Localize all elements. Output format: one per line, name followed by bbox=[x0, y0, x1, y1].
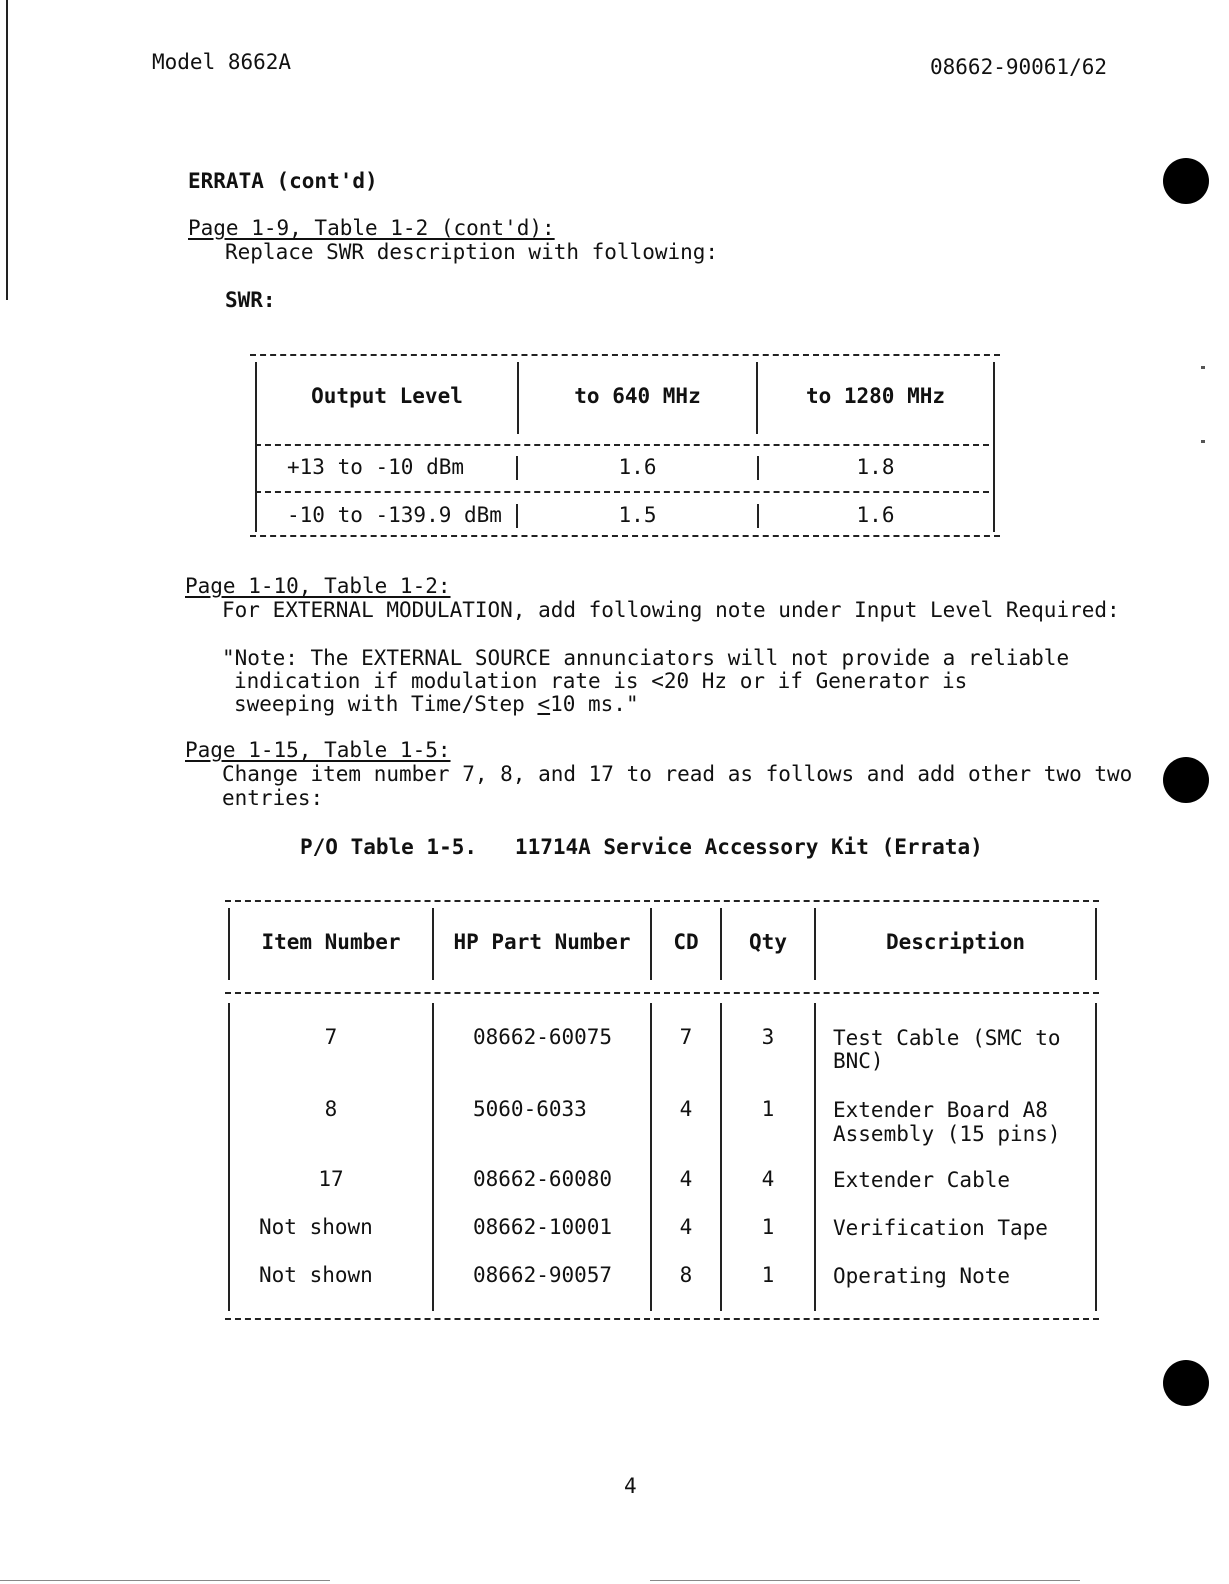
description-cell: Test Cable (SMC to bbox=[833, 1026, 1061, 1050]
punch-hole-middle bbox=[1163, 757, 1209, 803]
table-border-top bbox=[225, 900, 1099, 902]
table-cell: 1.5 bbox=[618, 503, 657, 527]
table-border-bottom bbox=[225, 1318, 1099, 1320]
column-header: HP Part Number bbox=[453, 930, 631, 954]
item-number-cell: 8 bbox=[324, 1097, 338, 1121]
column-header: Output Level bbox=[311, 384, 463, 408]
table-border-top bbox=[250, 354, 1000, 356]
section-ref-page-1-10: Page 1-10, Table 1-2: bbox=[185, 574, 451, 598]
table-cell: -10 to -139.9 dBm bbox=[287, 503, 502, 527]
qty-cell: 4 bbox=[761, 1167, 775, 1191]
table-divider bbox=[225, 992, 1099, 994]
column-separator bbox=[516, 456, 518, 480]
cd-cell: 8 bbox=[679, 1263, 693, 1287]
table-cell: 1.8 bbox=[856, 455, 895, 479]
column-separator bbox=[516, 504, 518, 528]
part-number-cell: 08662-10001 bbox=[473, 1215, 613, 1239]
less-equal-symbol: < bbox=[537, 692, 551, 716]
cd-cell: 4 bbox=[679, 1215, 693, 1239]
table-border-right bbox=[1095, 908, 1097, 980]
column-header: Item Number bbox=[261, 930, 401, 954]
column-header: Description bbox=[885, 930, 1026, 954]
page-number: 4 bbox=[624, 1474, 637, 1498]
table-border-right bbox=[993, 362, 995, 532]
punch-hole-top bbox=[1163, 158, 1209, 204]
section-ref-page-1-9: Page 1-9, Table 1-2 (cont'd): bbox=[188, 216, 555, 240]
part-number-cell: 08662-90057 bbox=[473, 1263, 613, 1287]
cd-cell: 4 bbox=[679, 1167, 693, 1191]
table-divider bbox=[255, 444, 989, 446]
table-border-bottom bbox=[250, 535, 1000, 537]
table-cell: 1.6 bbox=[856, 503, 895, 527]
note-line: indication if modulation rate is <20 Hz or if Generator is bbox=[234, 669, 968, 693]
errata-title: ERRATA (cont'd) bbox=[188, 169, 378, 193]
item-number-cell: 17 bbox=[318, 1167, 344, 1191]
section-instruction: Change item number 7, 8, and 17 to read as follows and add other two two bbox=[222, 762, 1133, 786]
note-line: "Note: The EXTERNAL SOURCE annunciators will not provide a reliable bbox=[222, 646, 1070, 670]
table-border-left bbox=[228, 1003, 230, 1311]
column-separator bbox=[432, 1003, 434, 1311]
scan-speck bbox=[1201, 440, 1205, 443]
note-tail: 10 ms." bbox=[550, 692, 639, 716]
model-label: Model 8662A bbox=[152, 50, 292, 74]
section-instruction: Replace SWR description with following: bbox=[225, 240, 719, 264]
item-number-cell: Not shown bbox=[259, 1215, 373, 1239]
column-header: to 640 MHz bbox=[574, 384, 701, 408]
qty-cell: 1 bbox=[761, 1215, 775, 1239]
item-number-cell: 7 bbox=[324, 1025, 338, 1049]
table-cell: +13 to -10 dBm bbox=[287, 455, 465, 479]
description-cell: BNC) bbox=[833, 1049, 884, 1073]
description-cell: Operating Note bbox=[833, 1264, 1011, 1288]
cd-cell: 4 bbox=[679, 1097, 693, 1121]
scan-edge-line bbox=[6, 0, 8, 300]
punch-hole-bottom bbox=[1163, 1360, 1209, 1406]
table-border-right bbox=[1095, 1003, 1097, 1311]
qty-cell: 1 bbox=[761, 1263, 775, 1287]
column-header: CD bbox=[673, 930, 699, 954]
cd-cell: 7 bbox=[679, 1025, 693, 1049]
scan-bottom-rule bbox=[0, 1580, 330, 1581]
scan-speck bbox=[1201, 366, 1205, 369]
section-ref-page-1-15: Page 1-15, Table 1-5: bbox=[185, 738, 451, 762]
qty-cell: 1 bbox=[761, 1097, 775, 1121]
column-header: Qty bbox=[749, 930, 787, 954]
part-number-cell: 5060-6033 bbox=[473, 1097, 587, 1121]
table-cell: 1.6 bbox=[618, 455, 657, 479]
section-instruction: For EXTERNAL MODULATION, add following note under Input Level Required: bbox=[222, 598, 1120, 622]
description-cell: Verification Tape bbox=[833, 1216, 1048, 1240]
note-line-last bbox=[234, 692, 639, 716]
swr-label: SWR: bbox=[225, 288, 276, 312]
qty-cell: 3 bbox=[761, 1025, 775, 1049]
column-header: to 1280 MHz bbox=[805, 384, 946, 408]
part-number-cell: 08662-60075 bbox=[473, 1025, 613, 1049]
table-title: P/O Table 1-5. 11714A Service Accessory Kit (Errata) bbox=[300, 835, 983, 859]
table-divider bbox=[255, 491, 989, 493]
document-number: 08662-90061/62 bbox=[930, 55, 1108, 79]
scan-bottom-rule bbox=[650, 1580, 1080, 1581]
column-separator bbox=[814, 1003, 816, 1311]
description-cell: Extender Board A8 bbox=[833, 1098, 1048, 1122]
section-instruction: entries: bbox=[222, 786, 324, 810]
description-cell: Assembly (15 pins) bbox=[833, 1122, 1061, 1146]
item-number-cell: Not shown bbox=[259, 1263, 373, 1287]
part-number-cell: 08662-60080 bbox=[473, 1167, 613, 1191]
note-line: sweeping with Time/Step bbox=[234, 692, 538, 716]
description-cell: Extender Cable bbox=[833, 1168, 1011, 1192]
